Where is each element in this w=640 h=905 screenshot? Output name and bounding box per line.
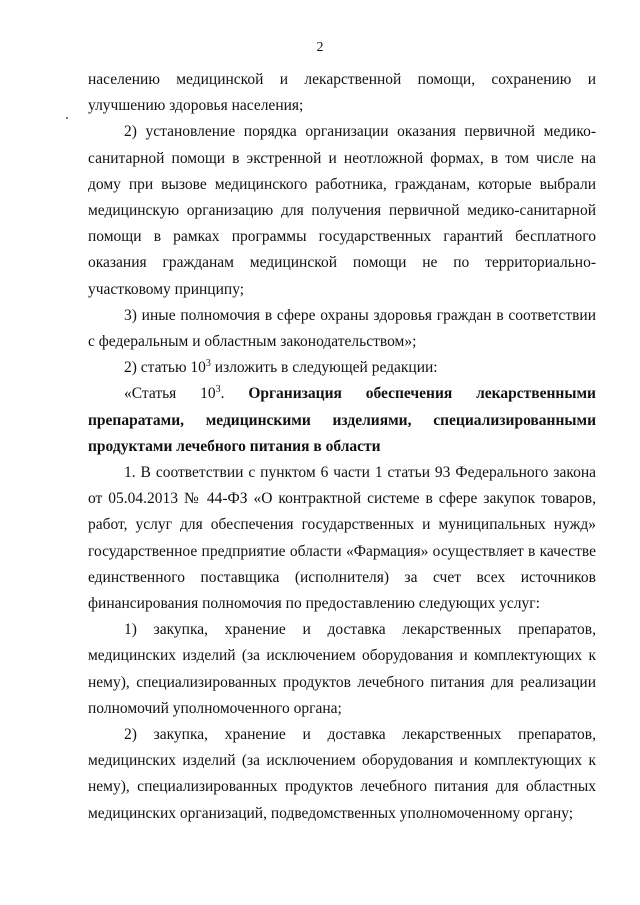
heading-word: изделиями, bbox=[332, 411, 412, 429]
article-heading-line-3: продуктами лечебного питания в области bbox=[88, 437, 381, 455]
heading-word-statya: «Статья bbox=[124, 385, 177, 403]
heading-word-obespecheniya: обеспечения bbox=[365, 385, 453, 403]
heading-word: препаратами, bbox=[88, 411, 184, 429]
article-heading-line-1 bbox=[88, 381, 596, 407]
article-heading-line-2 bbox=[88, 408, 596, 434]
paragraph-subitem-1: 1) закупка, хранение и доставка лекарственных препаратов, медицинских изделий (за исключением оборудования и комплектующих к нему), специализированных продуктов лечебного питания для реализации полномочий уполномоченного органа; bbox=[88, 621, 596, 717]
paragraph-item-2: 2) установление порядка организации оказания первичной медико-санитарной помощи в экстренной и неотложной формах, в том числе на дому при вызове медицинского работника, гражданам, которые выбрали медицинскую организацию для получения первичной медико-санитарной помощи в рамках программы государственных гарантий бесплатного оказания гражданам медицинской помощи не по территориально-участковому принципу; bbox=[88, 123, 596, 298]
paragraph-amendment bbox=[88, 355, 596, 381]
heading-word-lekarstvennymi: лекарственными bbox=[476, 385, 596, 403]
paragraph-item-3: 3) иные полномочия в сфере охраны здоровья граждан в соответствии с федеральным и областным законодательством»; bbox=[88, 306, 596, 351]
paragraph-subitem-2: 2) закупка, хранение и доставка лекарственных препаратов, медицинских изделий (за исключением оборудования и комплектующих к нему), специализированных продуктов лечебного питания для областных медицинских организаций, подведомственных уполномоченному органу; bbox=[88, 726, 596, 822]
heading-word-organizatsiya: Организация bbox=[248, 385, 342, 403]
amendment-superscript: 3 bbox=[205, 358, 211, 370]
document-body bbox=[88, 67, 596, 827]
heading-word: медицинскими bbox=[205, 411, 311, 429]
page-number: 2 bbox=[316, 40, 324, 55]
paragraph-continuation: населению медицинской и лекарственной помощи, сохранению и улучшению здоровья населения; bbox=[88, 71, 596, 115]
heading-article-number: $10^3$. bbox=[200, 384, 225, 403]
scan-speck bbox=[66, 117, 68, 119]
paragraph-clause-1: 1. В соответствии с пунктом 6 части 1 статьи 93 Федерального закона от 05.04.2013 № 44-ФЗ «О контрактной системе в сфере закупок товаров, работ, услуг для обеспечения государственных и муниципальных нужд» государственное предприятие области «Фармация» осуществляет в качестве единственного поставщика (исполнителя) за счет всех источников финансирования полномочия по предоставлению следующих услуг: bbox=[88, 464, 596, 613]
amendment-text-before: 2) статью 10 bbox=[124, 359, 206, 377]
heading-word: специализированными bbox=[433, 411, 596, 429]
amendment-text-after: изложить в следующей редакции: bbox=[210, 359, 438, 377]
